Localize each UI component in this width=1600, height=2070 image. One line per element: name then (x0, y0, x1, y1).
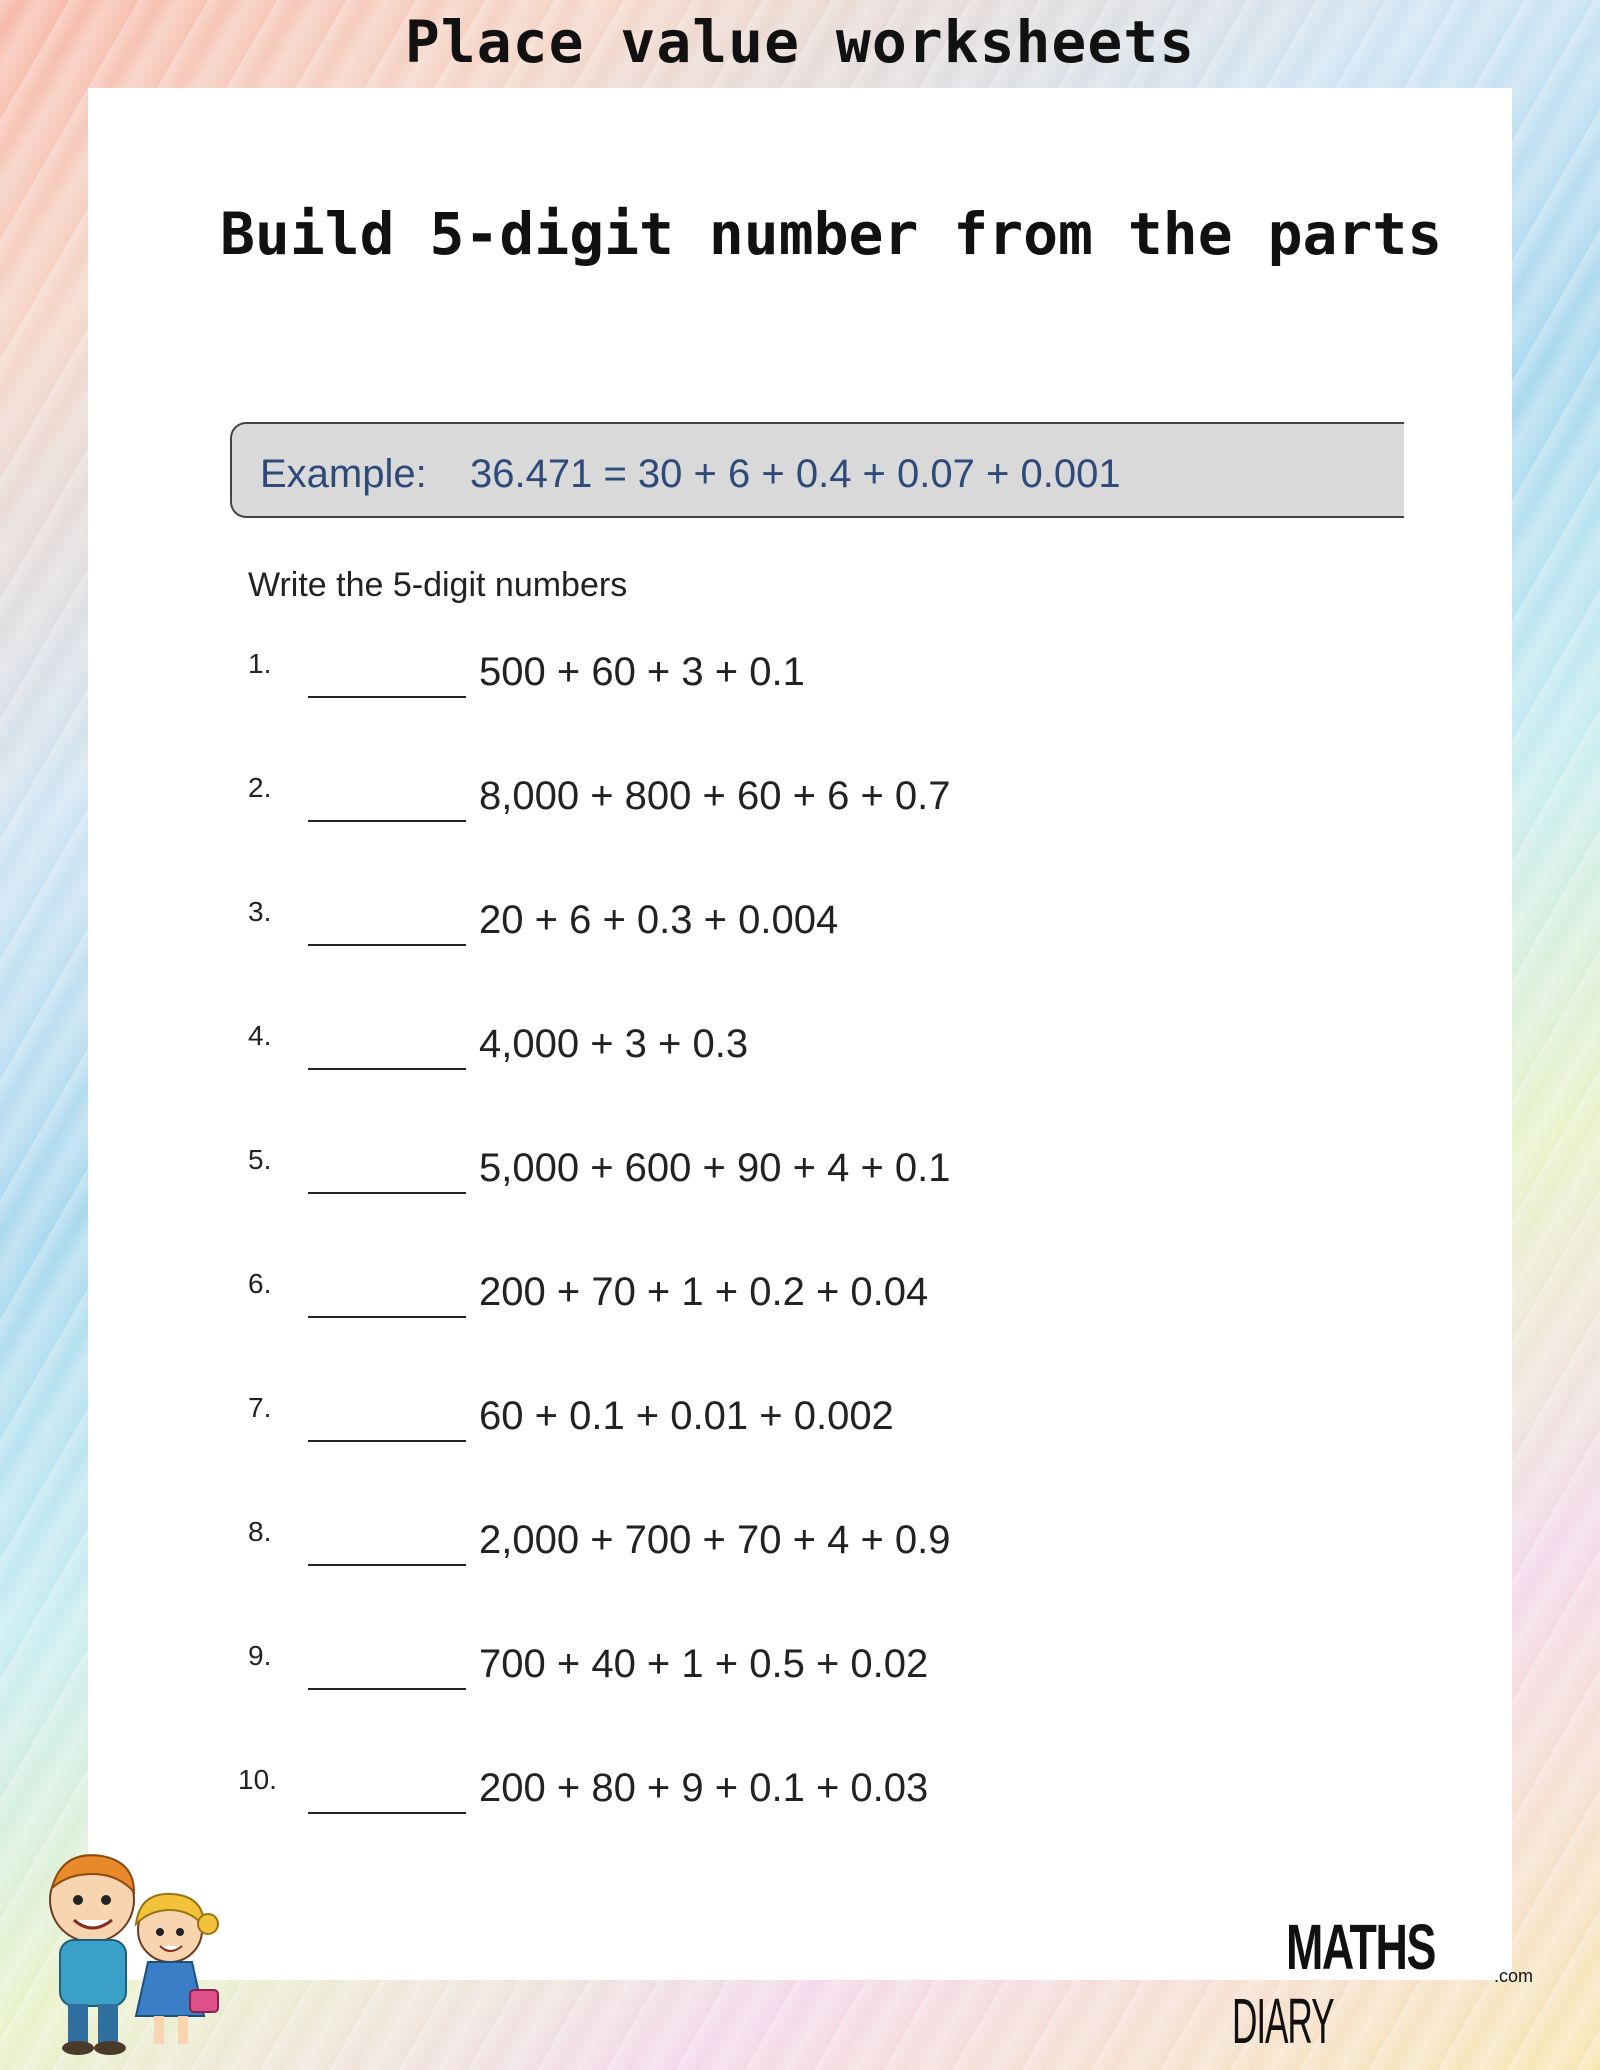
answer-blank[interactable] (308, 1812, 466, 1814)
problem-item (88, 1640, 1512, 1700)
answer-blank[interactable] (308, 944, 466, 946)
answer-blank[interactable] (308, 820, 466, 822)
answer-blank[interactable] (308, 1316, 466, 1318)
answer-blank[interactable] (308, 1192, 466, 1194)
problem-expression: 20 + 6 + 0.3 + 0.004 (479, 898, 839, 942)
problem-number: 9. (248, 1640, 272, 1671)
problem-item (88, 1516, 1512, 1576)
problem-number: 4. (248, 1020, 272, 1051)
answer-blank[interactable] (308, 1068, 466, 1070)
logo-text-bold: MATHS (1286, 1911, 1435, 1983)
worksheet-title: Build 5-digit number from the parts (220, 200, 1443, 268)
answer-blank[interactable] (308, 1440, 466, 1442)
answer-blank[interactable] (308, 1564, 466, 1566)
answer-blank[interactable] (308, 696, 466, 698)
logo-suffix: .com (1494, 1966, 1534, 1986)
problem-number: 5. (248, 1144, 272, 1175)
problem-list (88, 88, 1512, 1980)
problem-number: 7. (248, 1392, 272, 1423)
worksheet-sheet (88, 88, 1512, 1980)
example-equation: 36.471 = 30 + 6 + 0.4 + 0.07 + 0.001 (470, 452, 1121, 496)
problem-expression: 200 + 70 + 1 + 0.2 + 0.04 (479, 1270, 929, 1314)
problem-item (88, 1268, 1512, 1328)
problem-number: 8. (248, 1516, 272, 1547)
problem-expression: 60 + 0.1 + 0.01 + 0.002 (479, 1394, 894, 1438)
problem-item (88, 1392, 1512, 1452)
problem-expression: 500 + 60 + 3 + 0.1 (479, 650, 805, 694)
header-title: Place value worksheets (404, 8, 1196, 76)
logo-text-light: DIARY (1232, 1985, 1334, 2057)
problem-expression: 4,000 + 3 + 0.3 (479, 1022, 749, 1066)
problem-number: 2. (248, 772, 272, 803)
problem-item (88, 1144, 1512, 1204)
problem-expression: 700 + 40 + 1 + 0.5 + 0.02 (479, 1642, 929, 1686)
girl-figure (136, 1894, 218, 2044)
answer-blank[interactable] (308, 1688, 466, 1690)
problem-expression: 200 + 80 + 9 + 0.1 + 0.03 (479, 1766, 929, 1810)
problem-item (88, 1020, 1512, 1080)
problem-item (88, 648, 1512, 708)
problem-item (88, 896, 1512, 956)
problem-expression: 8,000 + 800 + 60 + 6 + 0.7 (479, 774, 951, 818)
problem-item (88, 1764, 1512, 1824)
example-label: Example: (260, 452, 427, 496)
problem-number: 10. (238, 1764, 277, 1795)
boy-figure (50, 1855, 134, 2055)
instructions: Write the 5-digit numbers (248, 566, 628, 604)
problem-expression: 2,000 + 700 + 70 + 4 + 0.9 (479, 1518, 951, 1562)
kids-illustration (22, 1840, 232, 2060)
problem-expression: 5,000 + 600 + 90 + 4 + 0.1 (479, 1146, 951, 1190)
mathsdiary-logo (1232, 1910, 1600, 2058)
problem-number: 3. (248, 896, 272, 927)
problem-item (88, 772, 1512, 832)
problem-number: 1. (248, 648, 272, 679)
problem-number: 6. (248, 1268, 272, 1299)
